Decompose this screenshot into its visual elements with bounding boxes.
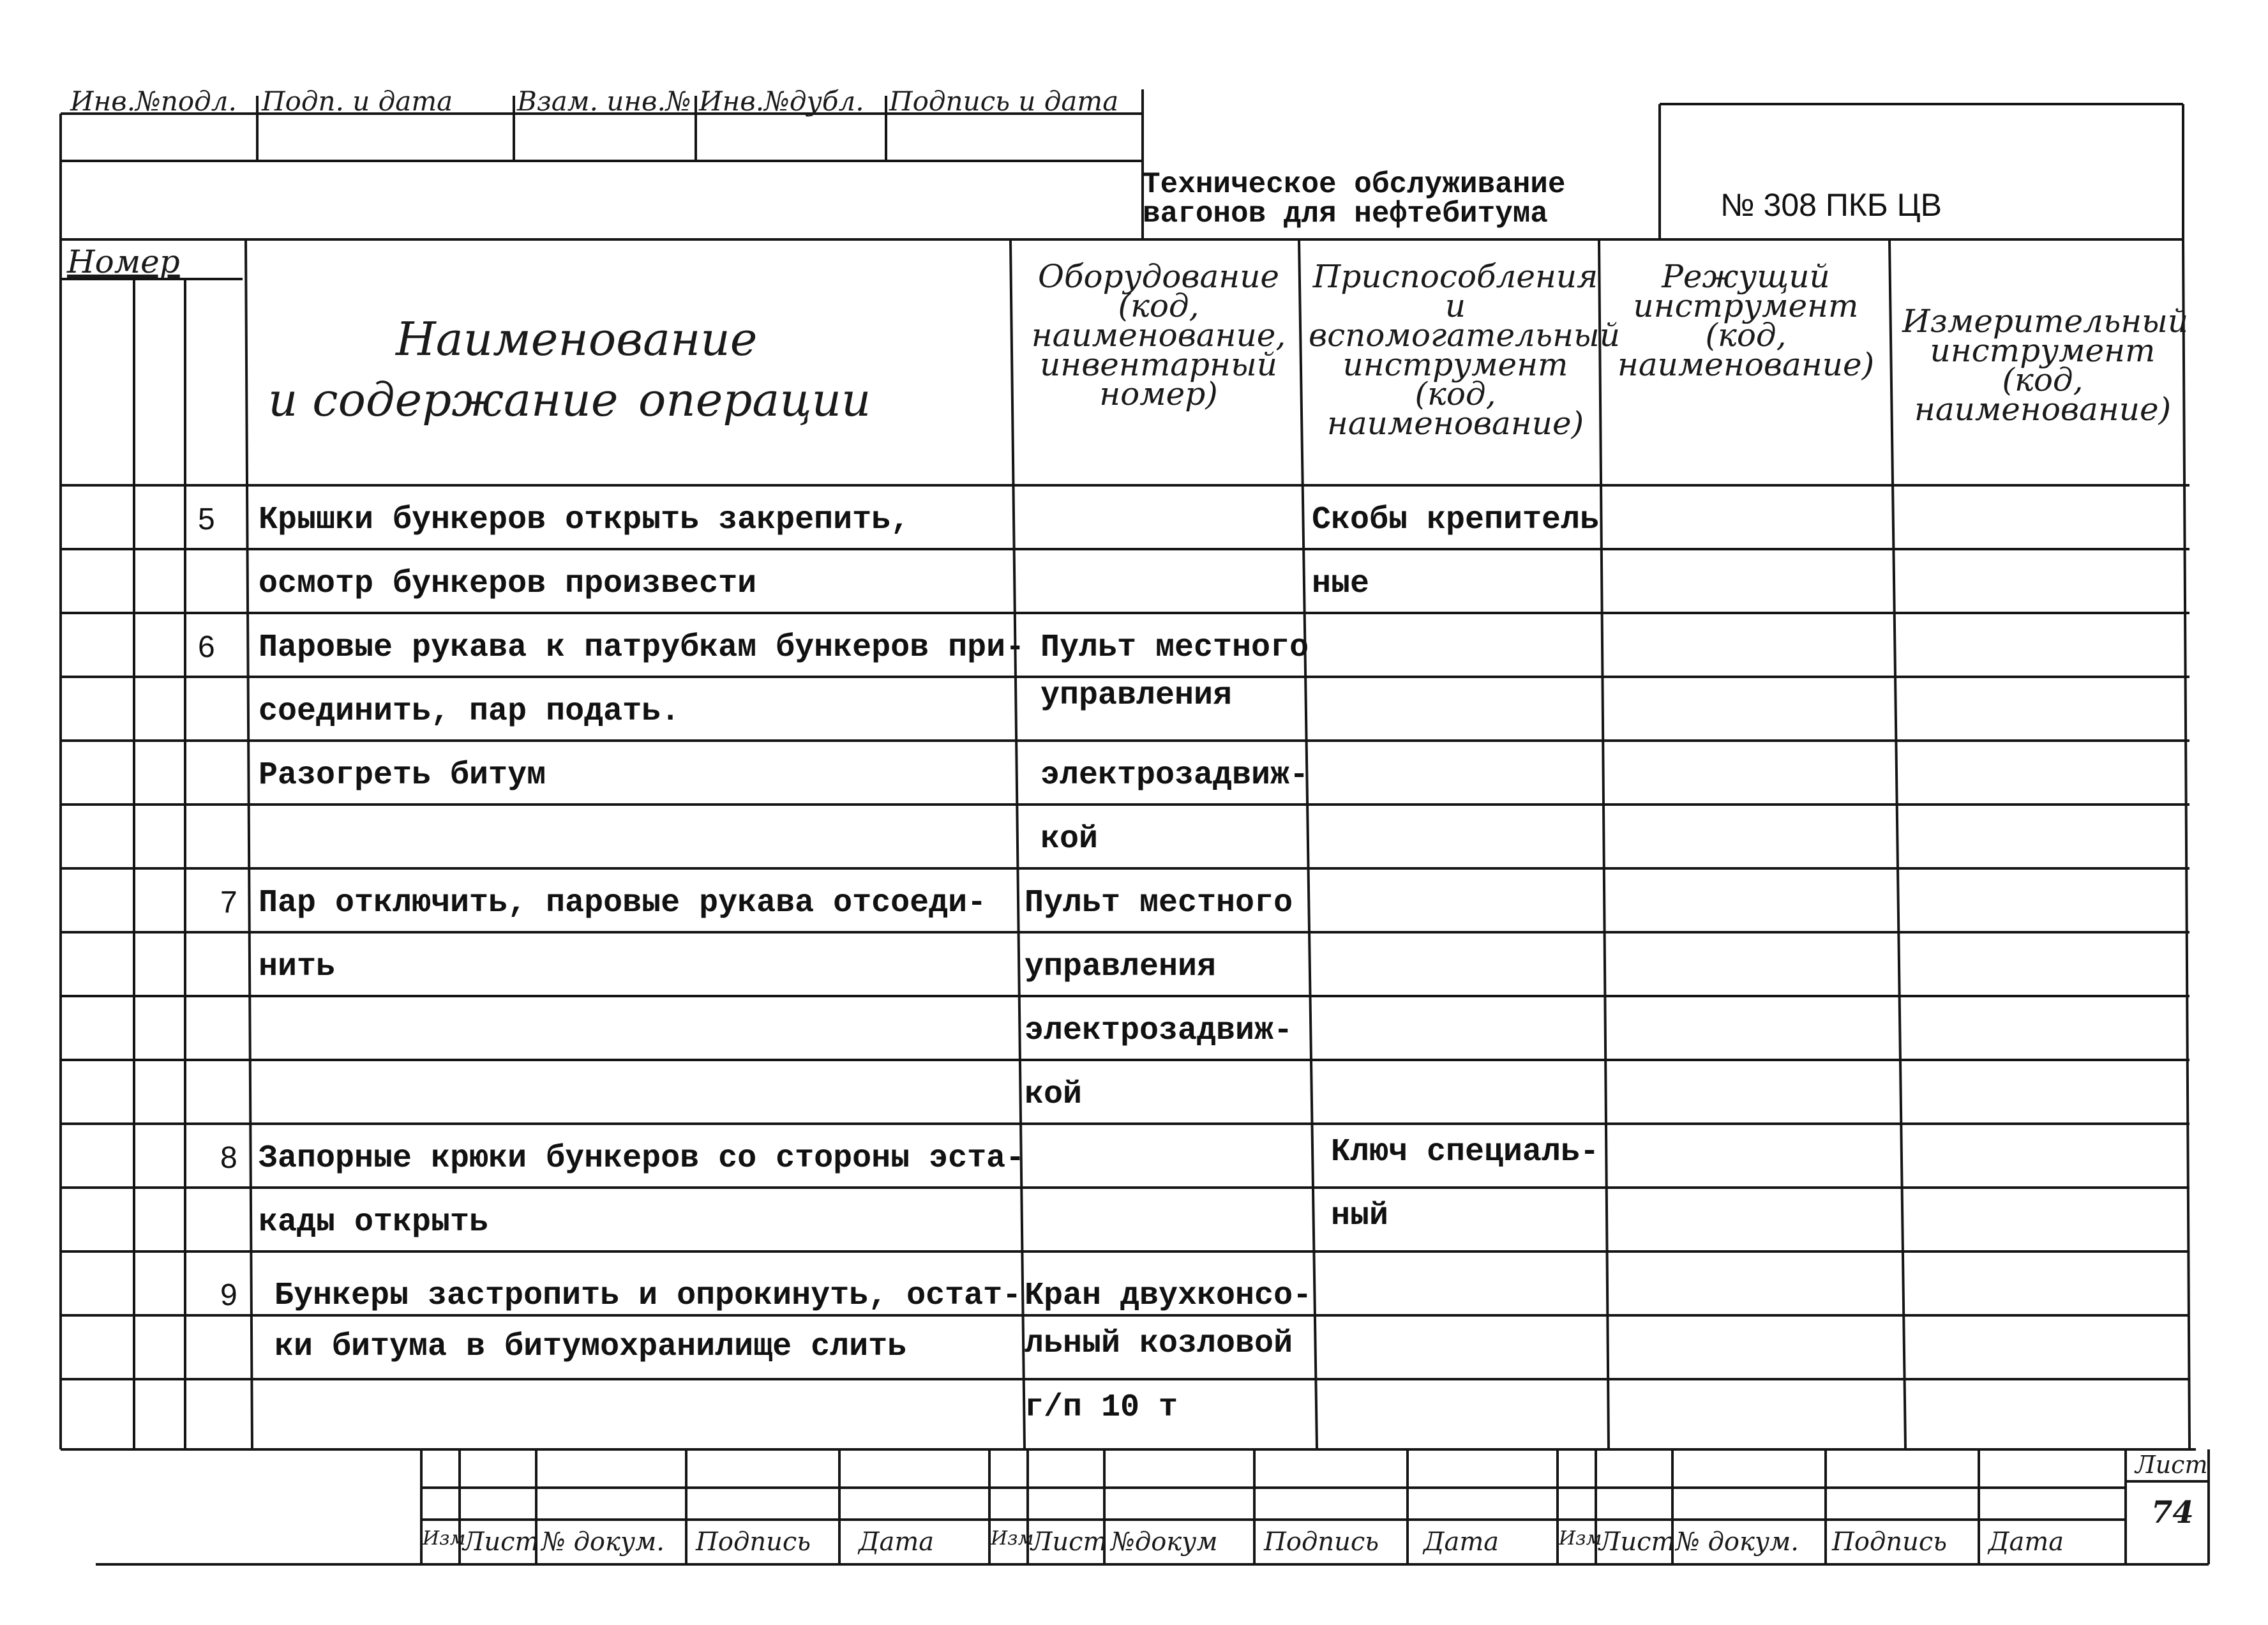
- strip-label-inv-podl: Инв.№подл.: [70, 86, 237, 117]
- equipment-text: г/п 10 т: [1025, 1389, 1178, 1426]
- equipment-text: Пульт местного: [1025, 885, 1293, 921]
- operation-text: ки битума в битумохранилище слить: [274, 1329, 907, 1365]
- footer-dokum: №докум: [1111, 1527, 1218, 1557]
- strip-label-podpis-data: Подпись и дата: [889, 86, 1119, 117]
- footer-izm: Изм: [991, 1527, 1034, 1550]
- fixture-text: Скобы крепитель: [1312, 502, 1600, 538]
- footer-data: Дата: [1988, 1527, 2064, 1557]
- header-measuring: Измерительный инструмент (код, наименование): [1902, 303, 2189, 428]
- footer-dokum: № докум.: [541, 1527, 665, 1557]
- strip-label-inv-dubl: Инв.№дубл.: [699, 86, 864, 117]
- operation-number: 6: [198, 630, 215, 664]
- equipment-text: управления: [1040, 677, 1233, 714]
- footer-podpis: Подпись: [696, 1527, 811, 1557]
- operation-number: 5: [198, 503, 215, 536]
- operation-number: 8: [220, 1141, 237, 1175]
- header-operation-line2: и содержание: [268, 373, 619, 427]
- footer-izm: Изм: [1559, 1527, 1602, 1550]
- operation-text: Пар отключить, паровые рукава отсоеди-: [259, 885, 987, 921]
- footer-list: Лист: [1031, 1527, 1108, 1557]
- footer-izm: Изм: [423, 1527, 466, 1550]
- header-fixtures: Приспособления и вспомогательный инструмент (код, наименование): [1309, 258, 1620, 442]
- fixture-text: ный: [1331, 1198, 1389, 1234]
- fixture-text: ные: [1312, 566, 1370, 602]
- operation-number: 9: [220, 1278, 237, 1312]
- equipment-text: Кран двухконсо-: [1025, 1278, 1312, 1314]
- doc-title-line2: вагонов для нефтебитума: [1143, 197, 1548, 231]
- footer-data: Дата: [859, 1527, 935, 1557]
- equipment-text: управления: [1025, 949, 1217, 985]
- header-number: Номер: [67, 243, 180, 280]
- equipment-text: кой: [1040, 821, 1099, 858]
- footer-podpis: Подпись: [1832, 1527, 1948, 1557]
- header-cutting: Режущий инструмент (код, наименование): [1617, 258, 1875, 383]
- equipment-text: кой: [1025, 1077, 1083, 1113]
- footer-dokum: № докум.: [1676, 1527, 1799, 1557]
- strip-label-vzam-inv: Взам. инв.№: [517, 86, 691, 117]
- equipment-text: электрозадвиж-: [1025, 1013, 1293, 1049]
- footer-list: Лист: [1599, 1527, 1676, 1557]
- sheet-label: Лист: [2135, 1451, 2208, 1479]
- strip-label-podp-data: Подп. и дата: [262, 86, 453, 117]
- fixture-text: Ключ специаль-: [1331, 1134, 1600, 1170]
- operation-number: 7: [220, 886, 237, 919]
- operation-text: Бункеры застропить и опрокинуть, остат-: [274, 1278, 1022, 1314]
- footer-list: Лист: [463, 1527, 539, 1557]
- header-operation-line1: Наименование: [396, 312, 758, 366]
- doc-title-line1: Техническое обслуживание: [1143, 168, 1566, 201]
- operation-text: соединить, пар подать.: [259, 693, 680, 730]
- header-equipment: Оборудование (код, наименование, инвентарный номер): [1031, 258, 1286, 412]
- footer-podpis: Подпись: [1264, 1527, 1379, 1557]
- sheet-number: 74: [2151, 1495, 2194, 1531]
- operation-text: Крышки бункеров открыть закрепить,: [259, 502, 910, 538]
- operation-text: Запорные крюки бункеров со стороны эста-: [259, 1140, 1025, 1177]
- doc-number: № 308 ПКБ ЦВ: [1720, 187, 1942, 223]
- footer-data: Дата: [1423, 1527, 1499, 1557]
- equipment-text: льный козловой: [1025, 1326, 1293, 1362]
- operation-text: Разогреть битум: [259, 757, 546, 794]
- header-operation-line3: операции: [638, 373, 871, 427]
- operation-text: нить: [259, 949, 336, 985]
- operation-text: Паровые рукава к патрубкам бункеров при-: [259, 630, 1025, 666]
- operation-text: осмотр бункеров произвести: [259, 566, 757, 602]
- equipment-text: электрозадвиж-: [1040, 757, 1309, 794]
- equipment-text: Пульт местного: [1040, 630, 1309, 666]
- operation-text: кады открыть: [259, 1204, 489, 1241]
